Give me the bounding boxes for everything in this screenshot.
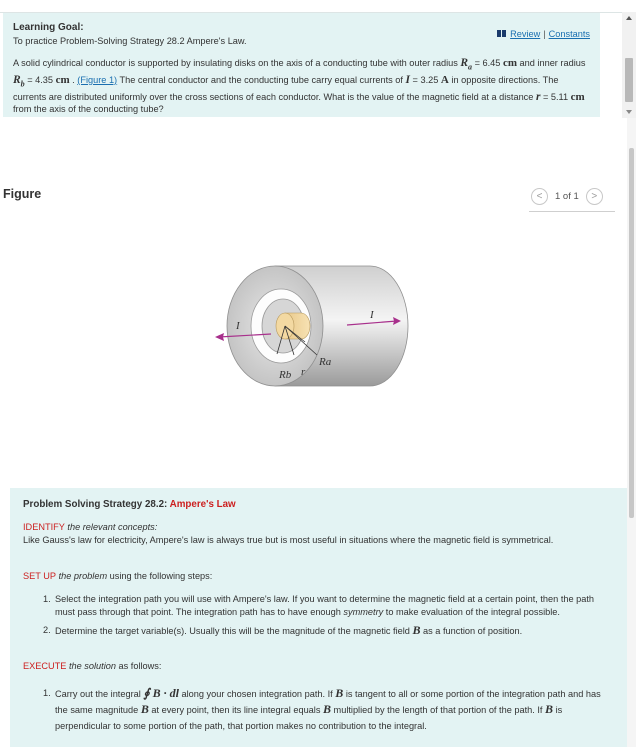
strategy-title-law: Ampere's Law — [169, 499, 236, 510]
setup-rest: the problem — [56, 571, 108, 581]
step-text: multiplied by the length of that portion of the path. If — [331, 705, 545, 716]
unit-cm: cm — [502, 57, 517, 69]
problem-text: . — [69, 74, 78, 85]
vector-b-symbol: B — [335, 686, 344, 700]
setup-keyword: SET UP — [23, 571, 57, 581]
execute-rest: the solution — [66, 661, 116, 671]
strategy-panel — [10, 488, 627, 747]
step-text: as a function of position. — [420, 626, 523, 637]
problem-text: A solid cylindrical conductor is supported by insulating disks on the axis of a conducting tube with outer radius — [13, 58, 461, 68]
scroll-down-arrow-icon[interactable] — [626, 110, 632, 114]
problem-text: in opposite directions. The currents are distributed uniformly over the cross sections of each conductor. What is the value of the magnetic field at a distance — [13, 74, 559, 102]
step-text: at every point, then its line integral equals — [148, 705, 323, 716]
ra-value: = 6.45 — [472, 58, 503, 68]
problem-text: The central conductor and the conducting tube carry equal currents of — [117, 74, 406, 85]
line-integral: ∮ B · dl — [143, 686, 179, 700]
list-item — [43, 593, 603, 618]
strategy-title-prefix: Problem Solving Strategy 28.2: — [23, 499, 170, 510]
figure-pager — [531, 187, 603, 205]
rb-value: = 4.35 — [24, 74, 56, 85]
step-emphasis: symmetry — [343, 606, 384, 617]
step-text: along your chosen integration path. If — [178, 689, 336, 699]
current-value: = 3.25 — [410, 74, 441, 85]
setup-heading — [23, 570, 613, 583]
figure-link[interactable]: (Figure 1) — [77, 74, 118, 85]
unit-amp: A — [440, 73, 449, 86]
conducting-tube-figure — [205, 258, 415, 408]
execute-steps — [43, 686, 603, 734]
step-text: Determine the target variable(s). Usually this will be the magnitude of the magnetic field — [55, 626, 413, 637]
identify-keyword: IDENTIFY — [23, 522, 65, 532]
step-text: is tangent to all or some portion of the integration path and has the same magnitude — [55, 689, 601, 716]
r-value: = 5.11 — [540, 91, 571, 102]
learning-goal-subtitle: To practice Problem-Solving Strategy 28.2 Ampere's Law. — [13, 36, 247, 46]
next-figure-button[interactable]: > — [586, 188, 603, 205]
page-scrollbar-thumb[interactable] — [629, 148, 634, 518]
identify-heading — [23, 521, 613, 534]
identify-text: Like Gauss's law for electricity, Ampere's law is always true but is most useful in situations where the magnetic field is symmetrical. — [23, 535, 554, 545]
magnitude-b-symbol: B — [322, 702, 331, 717]
problem-statement — [13, 57, 593, 116]
vector-b-symbol: B — [545, 702, 554, 717]
setup-steps — [43, 593, 603, 638]
execute-plain: as follows: — [115, 661, 162, 671]
step-number: 2. — [43, 625, 51, 636]
rb-label: Rb — [279, 369, 292, 381]
prev-figure-button[interactable]: < — [531, 188, 548, 205]
learning-goal-title: Learning Goal: — [13, 22, 84, 33]
ra-symbol: $R_a$ — [460, 57, 473, 72]
step-text: Select the integration path you will use with Ampere's law. If you want to determine the magnetic field at a certain point, then the path must pass through that point. The integration path has to have enough — [55, 594, 595, 617]
problem-text: from the axis of the conducting tube? — [13, 104, 164, 115]
step-number: 1. — [43, 688, 51, 698]
execute-keyword: EXECUTE — [23, 661, 67, 671]
ra-label: Ra — [319, 356, 332, 368]
vector-b-symbol: B — [412, 623, 421, 638]
learning-goal-panel — [3, 13, 600, 117]
r-symbol: r — [535, 90, 541, 103]
strategy-title — [23, 499, 236, 510]
unit-cm: cm — [55, 73, 70, 86]
goal-scrollbar[interactable] — [622, 12, 636, 118]
step-number: 1. — [43, 594, 51, 604]
pager-divider — [529, 211, 615, 212]
review-link[interactable]: Review — [510, 29, 541, 39]
book-icon — [497, 30, 507, 37]
magnitude-b-symbol: B — [140, 702, 149, 717]
list-item — [43, 686, 603, 734]
r-label: r — [301, 366, 306, 378]
current-left-label: I — [236, 320, 240, 332]
step-text: to make evaluation of the integral possible. — [383, 606, 560, 617]
unit-cm: cm — [570, 90, 585, 103]
constants-link[interactable]: Constants — [548, 29, 590, 39]
setup-plain: using the following steps: — [107, 571, 213, 581]
current-right-label: I — [370, 309, 374, 321]
page-scrollbar[interactable] — [627, 118, 636, 747]
top-strip — [0, 0, 628, 13]
problem-text: and inner radius — [517, 58, 586, 68]
scroll-up-arrow-icon[interactable] — [626, 16, 632, 20]
rb-symbol: $R_b$ — [13, 73, 25, 89]
execute-heading — [23, 660, 613, 673]
figure-heading: Figure — [3, 187, 42, 201]
list-item — [43, 624, 603, 638]
step-text: is perpendicular to some portion of the path, that portion makes no contribution to the integral. — [55, 705, 563, 731]
link-separator: | — [543, 29, 546, 39]
scrollbar-thumb[interactable] — [625, 58, 633, 102]
figure-page-indicator: 1 of 1 — [555, 190, 579, 202]
goal-links — [497, 29, 590, 39]
step-text: Carry out the integral — [55, 689, 144, 699]
identify-rest: the relevant concepts: — [64, 522, 158, 532]
current-symbol: I — [405, 73, 410, 86]
